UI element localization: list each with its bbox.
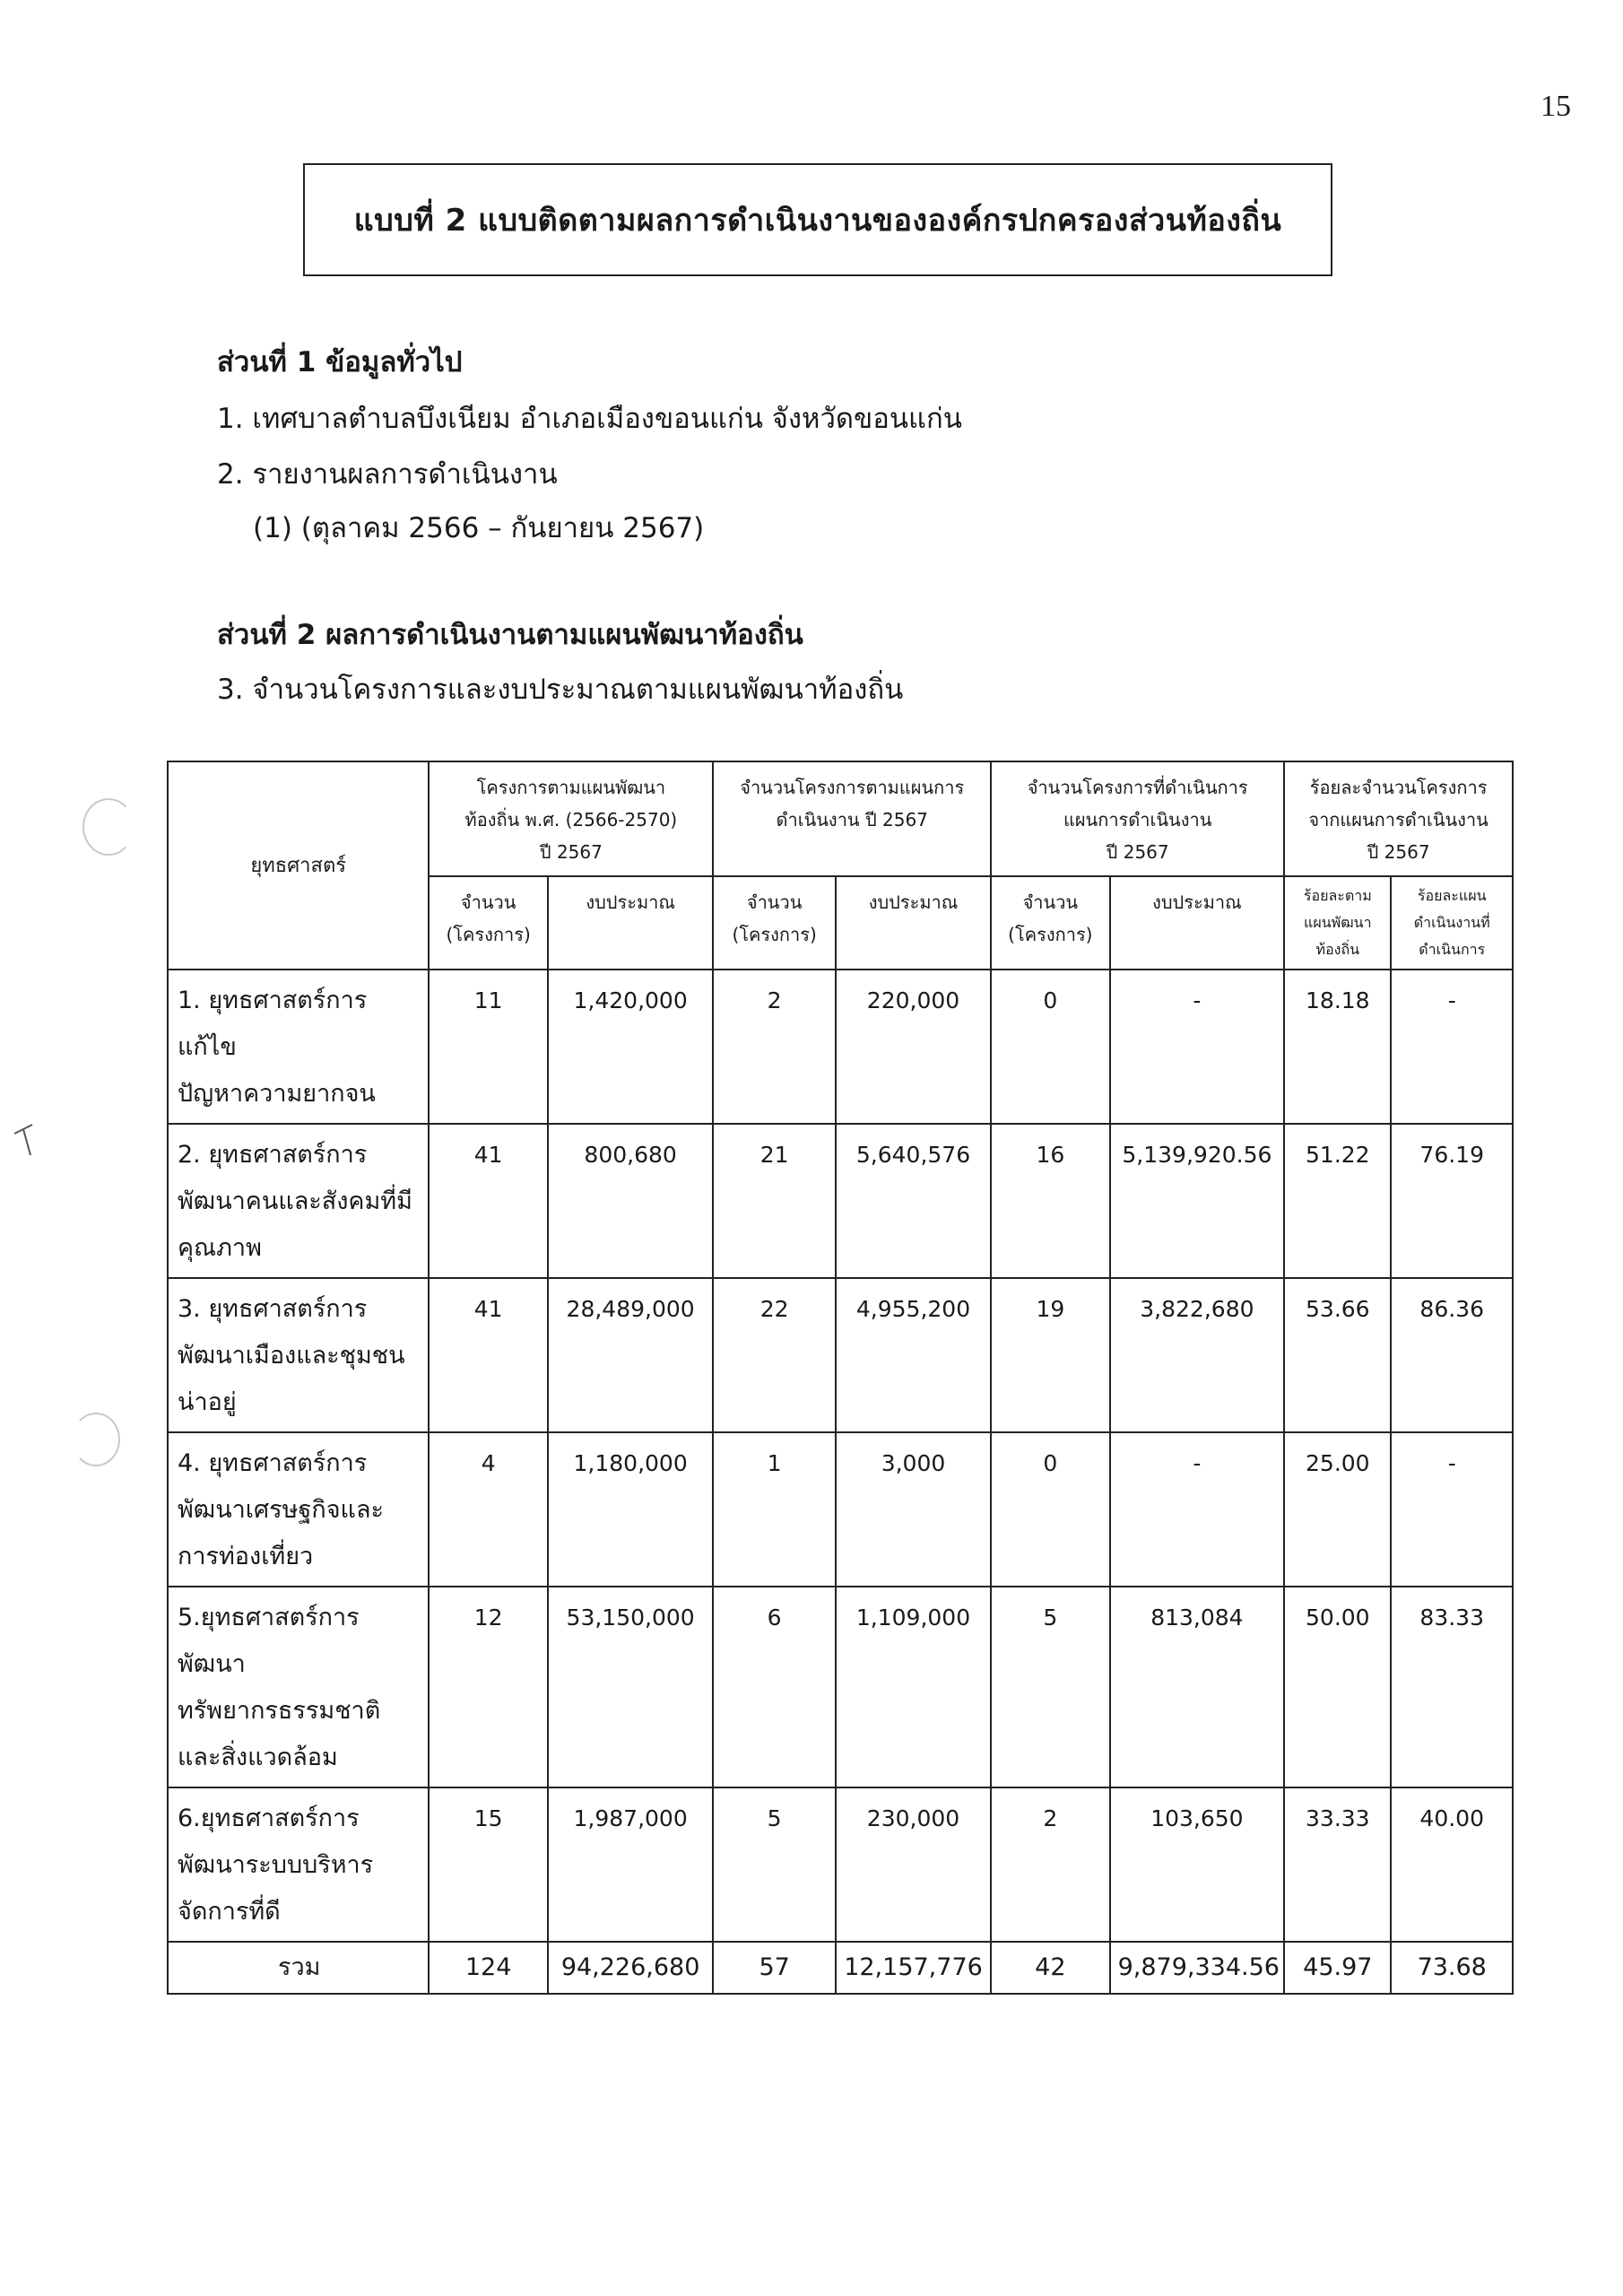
- strategy-name-line: 3. ยุทธศาสตร์การ: [178, 1295, 368, 1323]
- part1-heading: ส่วนที่ 1 ข้อมูลทั่วไป: [217, 346, 463, 378]
- plan-count: 11: [429, 970, 547, 1124]
- done-budget: 103,650: [1110, 1787, 1285, 1942]
- header-done-count: [991, 876, 1109, 970]
- plan-count: 41: [429, 1124, 547, 1278]
- done-budget: 3,822,680: [1110, 1278, 1285, 1432]
- pen-mark: [13, 1121, 36, 1157]
- op-count: 22: [713, 1278, 836, 1432]
- total-done-count: 42: [991, 1942, 1109, 1994]
- strategy-name-line: การท่องเที่ยว: [178, 1543, 314, 1570]
- pct-action: 86.36: [1391, 1278, 1513, 1432]
- plan-budget: 1,180,000: [548, 1432, 713, 1587]
- op-count: 5: [713, 1787, 836, 1942]
- pct-action: 83.33: [1391, 1587, 1513, 1787]
- header-pct-plan-line: แผนพัฒนา: [1304, 914, 1372, 931]
- page-number: 15: [1541, 90, 1571, 123]
- strategy-name-line: ปัญหาความยากจน: [178, 1080, 376, 1108]
- table-row: [168, 1432, 1513, 1587]
- pct-action: 76.19: [1391, 1124, 1513, 1278]
- header-pct-plan: [1284, 876, 1391, 970]
- header-count-line: จำนวน: [746, 891, 803, 913]
- header-count-line: (โครงการ): [446, 924, 531, 945]
- strategy-name: [168, 970, 429, 1124]
- total-op-budget: 12,157,776: [836, 1942, 991, 1994]
- pct-plan: 53.66: [1284, 1278, 1391, 1432]
- strategy-name: [168, 1587, 429, 1787]
- pct-action: -: [1391, 1432, 1513, 1587]
- pct-action: 40.00: [1391, 1787, 1513, 1942]
- header-group-done-line: ปี 2567: [1106, 841, 1169, 863]
- done-count: 0: [991, 970, 1109, 1124]
- strategy-name-line: คุณภาพ: [178, 1234, 262, 1262]
- op-count: 2: [713, 970, 836, 1124]
- pct-plan: 51.22: [1284, 1124, 1391, 1278]
- part1-item2-period: (1) (ตุลาคม 2566 – กันยายน 2567): [253, 512, 705, 544]
- op-budget: 5,640,576: [836, 1124, 991, 1278]
- op-budget: 4,955,200: [836, 1278, 991, 1432]
- plan-budget: 1,987,000: [548, 1787, 713, 1942]
- pct-plan: 50.00: [1284, 1587, 1391, 1787]
- part2-heading: ส่วนที่ 2 ผลการดำเนินงานตามแผนพัฒนาท้องถิ่น: [217, 619, 803, 651]
- strategy-name-line: พัฒนาเศรษฐกิจและ: [178, 1496, 384, 1524]
- strategy-name-line: 6.ยุทธศาสตร์การ: [178, 1805, 360, 1832]
- header-row-1: [168, 761, 1513, 876]
- plan-budget: 53,150,000: [548, 1587, 713, 1787]
- table-row: [168, 1124, 1513, 1278]
- binder-hole-mark: [82, 798, 135, 856]
- header-group-percent: [1284, 761, 1513, 876]
- header-group-plan-line: โครงการตามแผนพัฒนา: [476, 777, 666, 798]
- done-count: 0: [991, 1432, 1109, 1587]
- op-budget: 230,000: [836, 1787, 991, 1942]
- header-done-budget: งบประมาณ: [1110, 876, 1285, 970]
- strategy-name: [168, 1278, 429, 1432]
- strategy-name-line: 2. ยุทธศาสตร์การ: [178, 1141, 368, 1169]
- header-group-done-line: แผนการดำเนินงาน: [1063, 809, 1212, 831]
- header-count-line: (โครงการ): [1008, 924, 1093, 945]
- binder-hole-mark: [72, 1413, 120, 1466]
- done-count: 5: [991, 1587, 1109, 1787]
- done-budget: 813,084: [1110, 1587, 1285, 1787]
- total-label: รวม: [168, 1942, 429, 1994]
- header-group-operation-line: ดำเนินงาน ปี 2567: [776, 809, 928, 831]
- form-title: แบบที่ 2 แบบติดตามผลการดำเนินงานขององค์กรปกครองส่วนท้องถิ่น: [353, 203, 1282, 239]
- pct-plan: 18.18: [1284, 970, 1391, 1124]
- header-group-percent-line: ร้อยละจำนวนโครงการ: [1309, 777, 1488, 798]
- op-count: 21: [713, 1124, 836, 1278]
- header-group-plan-line: ปี 2567: [539, 841, 603, 863]
- plan-budget: 1,420,000: [548, 970, 713, 1124]
- header-group-percent-line: ปี 2567: [1367, 841, 1430, 863]
- header-group-plan: [429, 761, 713, 876]
- strategy-name-line: จัดการที่ดี: [178, 1898, 281, 1926]
- pct-plan: 25.00: [1284, 1432, 1391, 1587]
- header-group-percent-line: จากแผนการดำเนินงาน: [1308, 809, 1488, 831]
- plan-count: 41: [429, 1278, 547, 1432]
- plan-count: 4: [429, 1432, 547, 1587]
- strategy-name: [168, 1124, 429, 1278]
- total-row: [168, 1942, 1513, 1994]
- op-budget: 220,000: [836, 970, 991, 1124]
- table-row: [168, 1278, 1513, 1432]
- total-pct-action: 73.68: [1391, 1942, 1513, 1994]
- header-group-plan-line: ท้องถิ่น พ.ศ. (2566-2570): [464, 809, 678, 831]
- header-plan-budget: งบประมาณ: [548, 876, 713, 970]
- pct-plan: 33.33: [1284, 1787, 1391, 1942]
- done-budget: -: [1110, 1432, 1285, 1587]
- total-plan-budget: 94,226,680: [548, 1942, 713, 1994]
- header-pct-action-line: ดำเนินงานที่: [1413, 914, 1490, 931]
- strategy-name-line: พัฒนาเมืองและชุมชน: [178, 1342, 405, 1370]
- header-pct-action: [1391, 876, 1513, 970]
- done-budget: 5,139,920.56: [1110, 1124, 1285, 1278]
- table-row: [168, 1587, 1513, 1787]
- strategy-name-line: พัฒนาระบบบริหาร: [178, 1851, 374, 1879]
- pct-action: -: [1391, 970, 1513, 1124]
- header-group-done-line: จำนวนโครงการที่ดำเนินการ: [1027, 777, 1248, 798]
- header-group-done: [991, 761, 1284, 876]
- strategy-name-line: 1. ยุทธศาสตร์การแก้ไข: [178, 987, 368, 1061]
- strategy-name-line: 4. ยุทธศาสตร์การ: [178, 1449, 368, 1477]
- total-done-budget: 9,879,334.56: [1110, 1942, 1285, 1994]
- plan-count: 15: [429, 1787, 547, 1942]
- header-strategy: ยุทธศาสตร์: [168, 761, 429, 970]
- header-plan-count: [429, 876, 547, 970]
- header-count-line: จำนวน: [1022, 891, 1079, 913]
- header-count-line: จำนวน: [460, 891, 516, 913]
- strategy-name-line: พัฒนา: [178, 1650, 246, 1678]
- total-op-count: 57: [713, 1942, 836, 1994]
- plan-count: 12: [429, 1587, 547, 1787]
- header-op-budget: งบประมาณ: [836, 876, 991, 970]
- strategy-name: [168, 1787, 429, 1942]
- table-row: [168, 970, 1513, 1124]
- done-count: 16: [991, 1124, 1109, 1278]
- part1-item2: 2. รายงานผลการดำเนินงาน: [217, 458, 558, 491]
- header-pct-action-line: ดำเนินการ: [1419, 941, 1486, 958]
- total-plan-count: 124: [429, 1942, 547, 1994]
- op-count: 6: [713, 1587, 836, 1787]
- plan-budget: 28,489,000: [548, 1278, 713, 1432]
- plan-budget: 800,680: [548, 1124, 713, 1278]
- op-count: 1: [713, 1432, 836, 1587]
- done-budget: -: [1110, 970, 1285, 1124]
- op-budget: 1,109,000: [836, 1587, 991, 1787]
- header-op-count: [713, 876, 836, 970]
- header-group-operation: [713, 761, 991, 876]
- done-count: 19: [991, 1278, 1109, 1432]
- part2-item3: 3. จำนวนโครงการและงบประมาณตามแผนพัฒนาท้องถิ่น: [217, 674, 904, 706]
- header-group-operation-line: จำนวนโครงการตามแผนการ: [740, 777, 965, 798]
- strategy-name-line: ทรัพยากรธรรมชาติ: [178, 1697, 381, 1725]
- total-pct-plan: 45.97: [1284, 1942, 1391, 1994]
- done-count: 2: [991, 1787, 1109, 1942]
- header-pct-plan-line: ร้อยละตาม: [1303, 887, 1372, 904]
- form-title-box: [303, 163, 1332, 276]
- strategy-report-table: [167, 761, 1514, 1995]
- strategy-name-line: และสิ่งแวดล้อม: [178, 1744, 338, 1771]
- table-row: [168, 1787, 1513, 1942]
- strategy-name-line: น่าอยู่: [178, 1388, 237, 1416]
- strategy-name-line: 5.ยุทธศาสตร์การ: [178, 1604, 360, 1631]
- header-pct-plan-line: ท้องถิ่น: [1315, 941, 1360, 958]
- strategy-name: [168, 1432, 429, 1587]
- op-budget: 3,000: [836, 1432, 991, 1587]
- part1-item1: 1. เทศบาลตำบลบึงเนียม อำเภอเมืองขอนแก่น จังหวัดขอนแก่น: [217, 403, 962, 435]
- header-pct-action-line: ร้อยละแผน: [1417, 887, 1487, 904]
- strategy-name-line: พัฒนาคนและสังคมที่มี: [178, 1187, 412, 1215]
- header-count-line: (โครงการ): [732, 924, 817, 945]
